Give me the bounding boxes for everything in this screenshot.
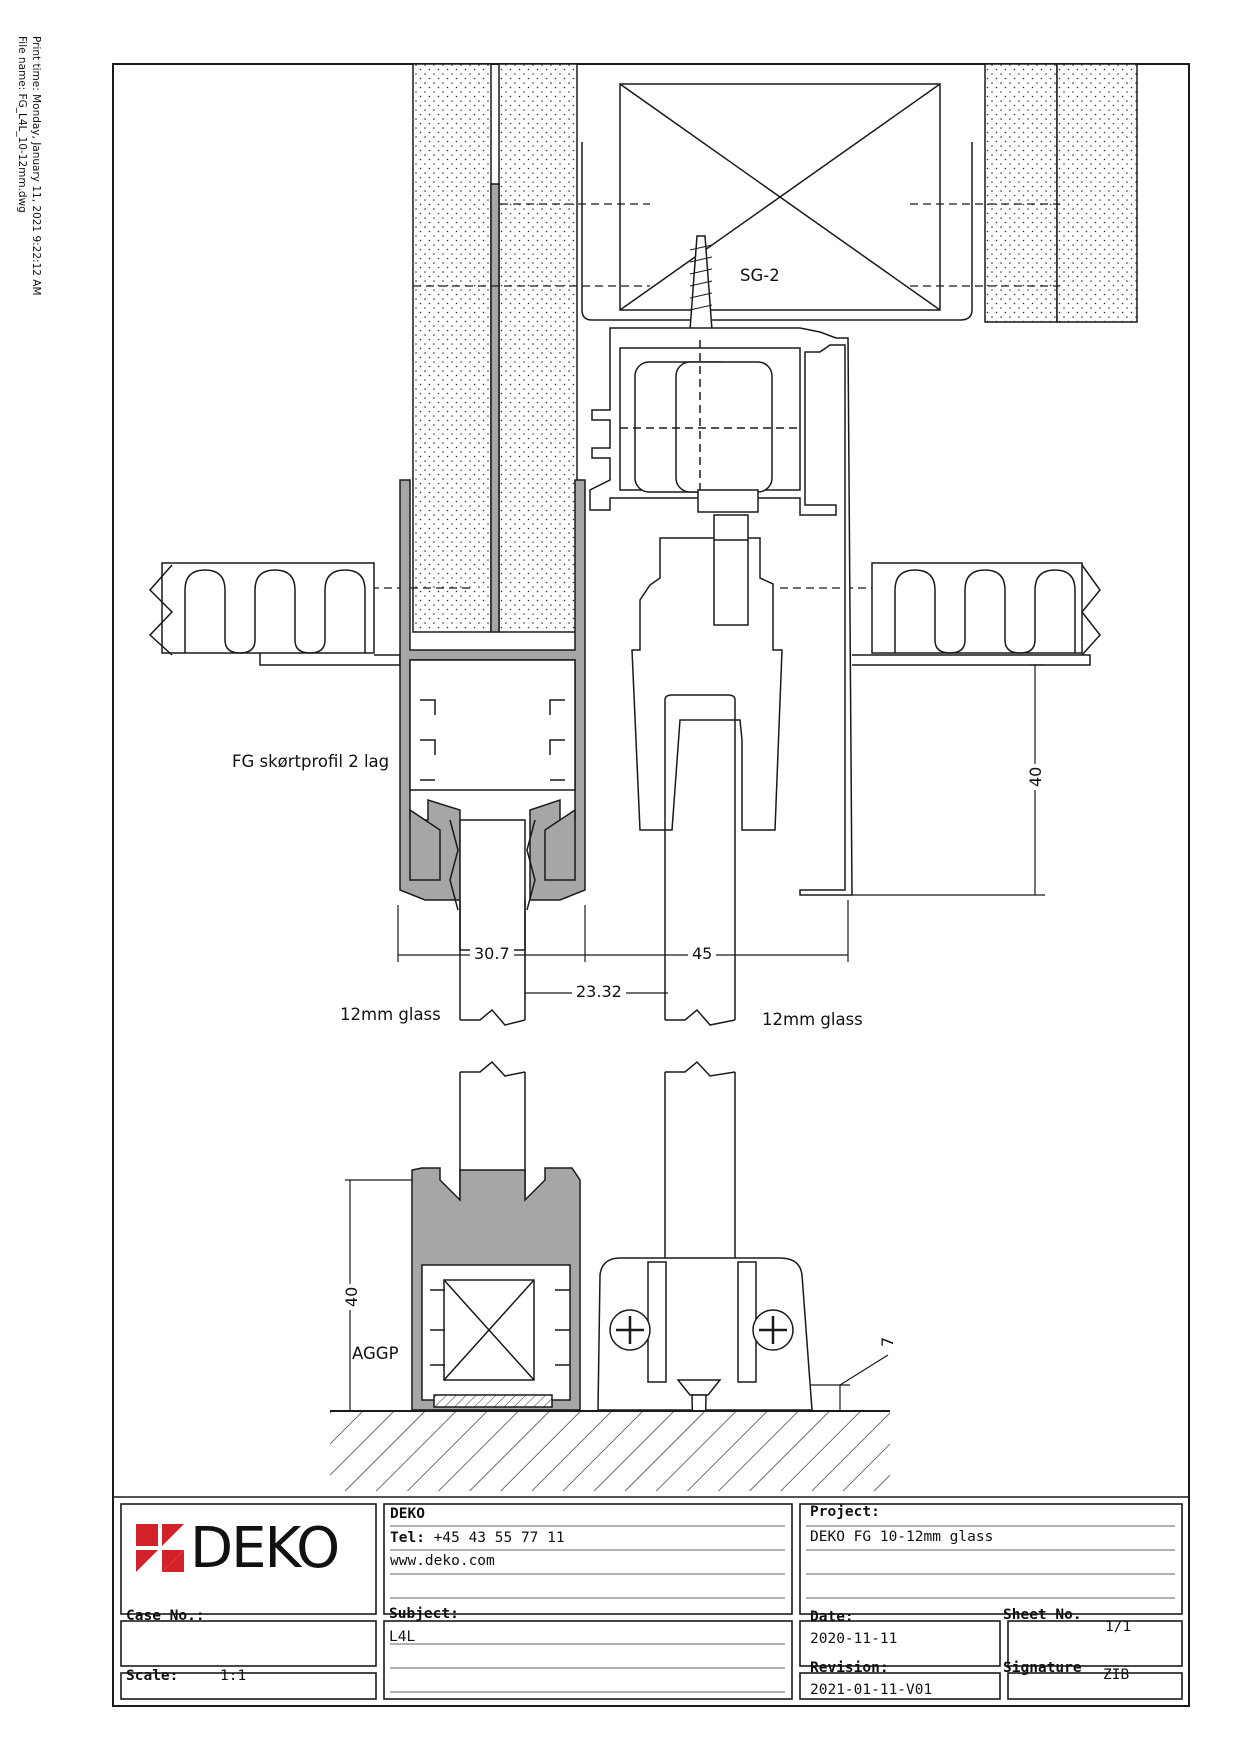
label-glass-left: 12mm glass [340, 1005, 441, 1024]
dim-7: 7 [878, 1334, 897, 1350]
company-website[interactable]: www.deko.com [390, 1553, 495, 1569]
signature-value: ZIB [1103, 1667, 1130, 1683]
date-label: Date: [810, 1609, 854, 1625]
date-value: 2020-11-11 [810, 1631, 898, 1647]
company-tel [390, 1530, 565, 1546]
project-value: DEKO FG 10-12mm glass [810, 1529, 994, 1545]
subject-label: Subject: [389, 1606, 459, 1622]
label-skirt-profile: FG skørtprofil 2 lag [232, 752, 390, 771]
sheet-label: Sheet No. [1003, 1607, 1082, 1623]
dim-30-7: 30.7 [470, 944, 514, 963]
aggp-profile [412, 1168, 580, 1410]
label-glass-right: 12mm glass [762, 1010, 863, 1029]
dim-45: 45 [688, 944, 716, 963]
top-left-panel [413, 64, 577, 632]
deko-logo-mark [136, 1524, 184, 1572]
print-time: Print time: Monday, January 11, 2021 9:22:12 AM [30, 36, 42, 296]
sheet-value: 1/1 [1105, 1619, 1132, 1635]
dim-23-32: 23.32 [572, 982, 626, 1001]
top-right-panel [985, 64, 1137, 322]
subject-value: L4L [389, 1629, 416, 1645]
company-name: DEKO [390, 1506, 425, 1522]
file-name: File name: FG_L4L_10-12mm.dwg [16, 36, 28, 213]
case-label: Case No.: [126, 1608, 205, 1624]
left-wall [150, 563, 400, 665]
revision-label: Revision: [810, 1660, 889, 1676]
tel-value: +45 43 55 77 11 [433, 1530, 565, 1546]
scale-label: Scale: [126, 1668, 179, 1684]
right-wall [852, 563, 1100, 665]
project-label: Project: [810, 1504, 880, 1520]
tel-label: Tel: [390, 1530, 425, 1546]
revision-value: 2021-01-11-V01 [810, 1682, 933, 1698]
dim-40-top: 40 [1026, 764, 1045, 790]
dim-40-bottom: 40 [342, 1284, 361, 1310]
signature-label: Signature [1003, 1660, 1082, 1676]
floor [330, 1411, 890, 1491]
scale-value: 1:1 [220, 1668, 247, 1684]
label-aggp: AGGP [352, 1344, 399, 1363]
deko-logo-text: DEKO [190, 1516, 339, 1581]
hanger-bracket [632, 515, 782, 830]
label-sg2: SG-2 [740, 266, 780, 285]
